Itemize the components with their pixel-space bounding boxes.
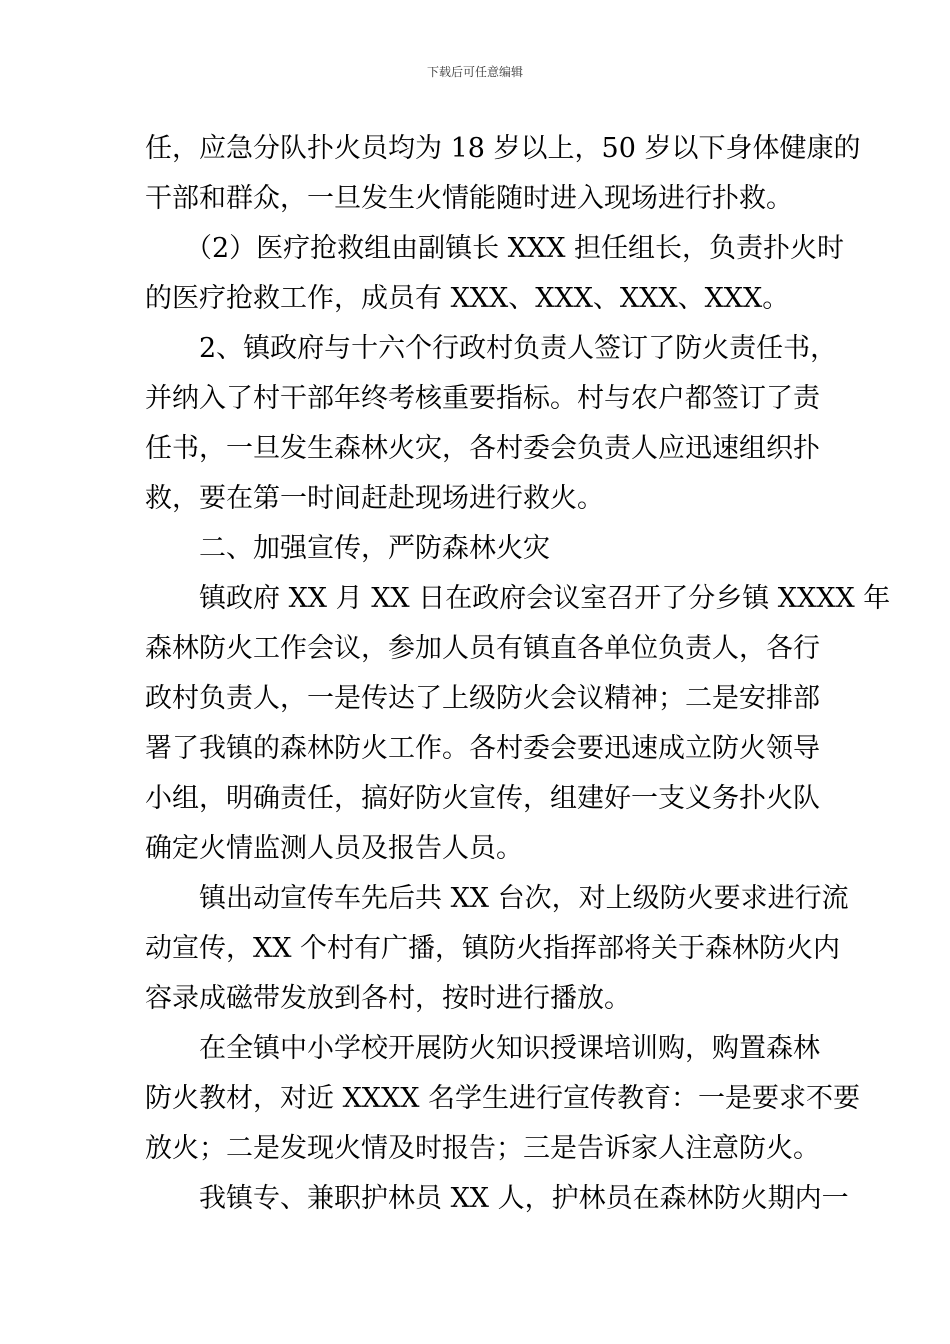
document-body — [145, 124, 891, 1224]
text-line: 镇出动宣传车先后共 XX 台次，对上级防火要求进行流 — [199, 883, 849, 914]
text-line: 放火；二是发现火情及时报告；三是告诉家人注意防火。 — [145, 1133, 820, 1164]
text-line: 在全镇中小学校开展防火知识授课培训购，购置森林 — [199, 1033, 820, 1064]
text-line: 任，应急分队扑火员均为 18 岁以上，50 岁以下身体健康的 — [145, 133, 861, 164]
section-heading: 二、加强宣传，严防森林火灾 — [199, 533, 550, 564]
text-line: 我镇专、兼职护林员 XX 人，护林员在森林防火期内一 — [199, 1183, 849, 1214]
text-line: 防火教材，对近 XXXX 名学生进行宣传教育：一是要求不要 — [145, 1083, 861, 1114]
text-line: 的医疗抢救工作，成员有 XXX、XXX、XXX、XXX。 — [145, 283, 790, 314]
text-line: 森林防火工作会议，参加人员有镇直各单位负责人，各行 — [145, 633, 820, 664]
page-header-note: 下载后可任意编辑 — [426, 65, 523, 79]
text-line: 干部和群众，一旦发生火情能随时进入现场进行扑救。 — [145, 183, 793, 214]
text-line: 容录成磁带发放到各村，按时进行播放。 — [145, 983, 631, 1014]
text-line: 2、镇政府与十六个行政村负责人签订了防火责任书， — [199, 333, 838, 364]
text-line: 救，要在第一时间赶赴现场进行救火。 — [145, 483, 604, 514]
text-line: 镇政府 XX 月 XX 日在政府会议室召开了分乡镇 XXXX 年 — [199, 583, 891, 614]
text-line: （2）医疗抢救组由副镇长 XXX 担任组长，负责扑火时 — [185, 233, 845, 264]
text-line: 动宣传，XX 个村有广播，镇防火指挥部将关于森林防火内 — [145, 933, 841, 964]
text-line: 确定火情监测人员及报告人员。 — [145, 833, 523, 864]
text-line: 政村负责人，一是传达了上级防火会议精神；二是安排部 — [145, 683, 820, 714]
text-line: 任书，一旦发生森林火灾，各村委会负责人应迅速组织扑 — [145, 433, 820, 464]
text-line: 并纳入了村干部年终考核重要指标。村与农户都签订了责 — [145, 383, 820, 414]
text-line: 署了我镇的森林防火工作。各村委会要迅速成立防火领导 — [145, 733, 820, 764]
text-line: 小组，明确责任，搞好防火宣传，组建好一支义务扑火队 — [145, 783, 820, 814]
